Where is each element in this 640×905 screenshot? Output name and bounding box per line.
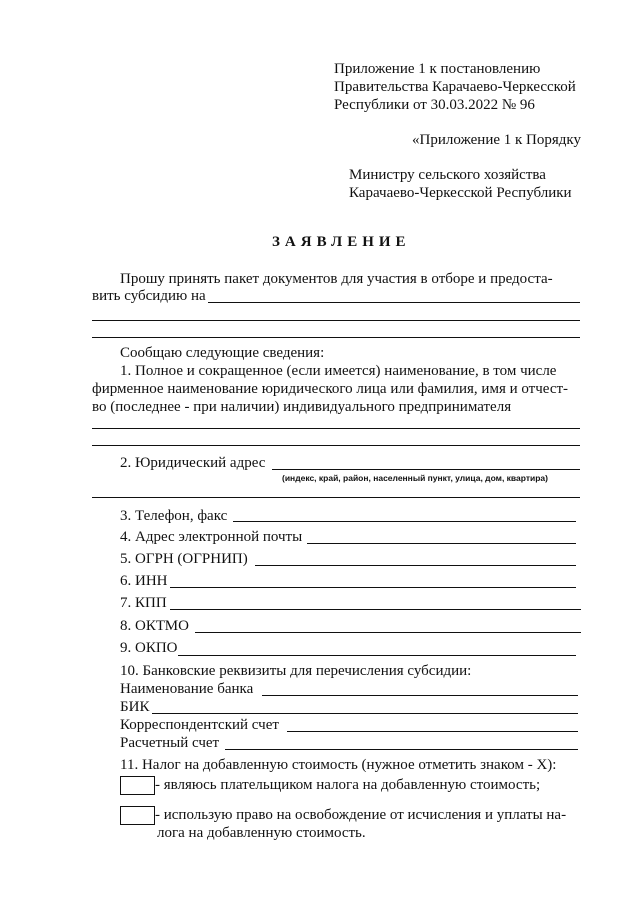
bik-label: БИК (120, 699, 150, 715)
ogrn-label: 5. ОГРН (ОГРНИП) (120, 551, 248, 567)
subsidy-purpose-field[interactable] (92, 337, 580, 338)
bank-heading: 10. Банковские реквизиты для перечисления субсидии: (120, 663, 472, 679)
bank-name-label: Наименование банка (120, 681, 254, 697)
intro-line (120, 270, 580, 288)
email-label: 4. Адрес электронной почты (120, 529, 303, 545)
account-label: Расчетный счет (120, 735, 220, 751)
email-field[interactable] (307, 543, 576, 544)
item-text: во (последнее - при наличии) индивидуального предпринимателя (92, 399, 512, 415)
vat-heading: 11. Налог на добавленную стоимость (нужное отметить знаком - Х): (120, 757, 557, 773)
okpo-field[interactable] (178, 655, 576, 656)
ogrn-field[interactable] (255, 565, 576, 566)
addressee-line: Карачаево-Черкесской Республики (349, 185, 572, 201)
info-heading: Сообщаю следующие сведения: (120, 345, 325, 361)
intro-text: Прошу принять пакет документов для участия в отборе и предоста- (120, 271, 553, 287)
vat-option-label: - использую право на освобождение от исчисления и уплаты на- (155, 807, 567, 823)
kpp-label: 7. КПП (120, 595, 167, 611)
inn-label: 6. ИНН (120, 573, 168, 589)
document-title: ЗАЯВЛЕНИЕ (272, 234, 411, 250)
vat-option-label: лога на добавленную стоимость. (157, 825, 366, 841)
oktmo-field[interactable] (195, 632, 581, 633)
appendix-line: Правительства Карачаево-Черкесской (334, 79, 576, 95)
appendix-line: Приложение 1 к постановлению (334, 61, 541, 77)
legal-address-field[interactable] (92, 497, 580, 498)
bik-field[interactable] (152, 713, 578, 714)
phone-fax-field[interactable] (233, 521, 576, 522)
intro-line: вить субсидию на (92, 288, 206, 304)
subsidy-purpose-field[interactable] (208, 302, 580, 303)
bank-name-field[interactable] (262, 695, 578, 696)
oktmo-label: 8. ОКТМО (120, 618, 189, 634)
legal-address-field[interactable] (272, 469, 580, 470)
corr-account-field[interactable] (287, 731, 578, 732)
item-text: 1. Полное и сокращенное (если имеется) наименование, в том числе (120, 363, 557, 379)
organization-name-field[interactable] (92, 445, 580, 446)
subsidy-purpose-field[interactable] (92, 320, 580, 321)
account-field[interactable] (225, 749, 578, 750)
kpp-field[interactable] (170, 609, 581, 610)
inn-field[interactable] (170, 587, 576, 588)
corr-account-label: Корреспондентский счет (120, 717, 279, 733)
item-text: фирменное наименование юридического лица или фамилия, имя и отчест- (92, 381, 569, 397)
vat-option-label: - являюсь плательщиком налога на добавленную стоимость; (155, 777, 541, 793)
address-hint: (индекс, край, район, населенный пункт, улица, дом, квартира) (282, 473, 548, 483)
phone-fax-label: 3. Телефон, факс (120, 508, 228, 524)
addressee-line: Министру сельского хозяйства (349, 167, 546, 183)
order-reference: «Приложение 1 к Порядку (412, 132, 581, 148)
vat-exemption-checkbox[interactable] (120, 806, 155, 825)
appendix-line: Республики от 30.03.2022 № 96 (334, 97, 535, 113)
okpo-label: 9. ОКПО (120, 640, 178, 656)
organization-name-field[interactable] (92, 428, 580, 429)
legal-address-label: 2. Юридический адрес (120, 455, 266, 471)
vat-payer-checkbox[interactable] (120, 776, 155, 795)
